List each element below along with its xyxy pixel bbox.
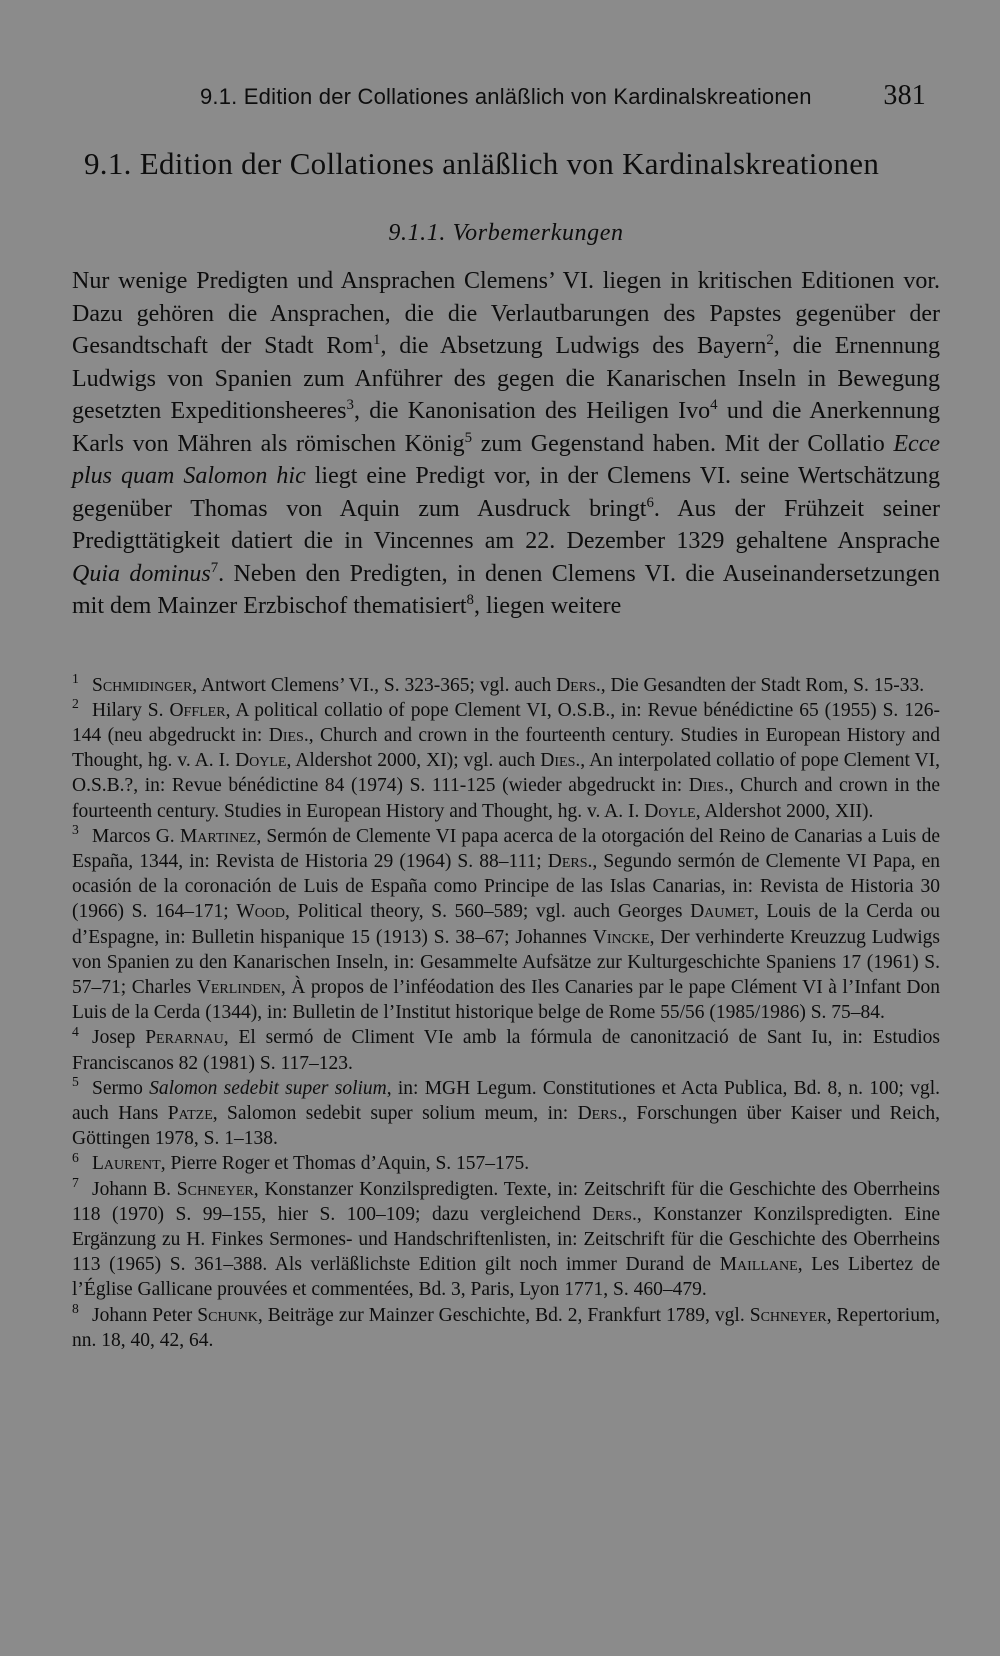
footnote-text: , Pierre Roger et Thomas d’Aquin, S. 157–175. bbox=[160, 1153, 530, 1175]
footnote-text: , El sermó de Climent VIe amb la fórmula de canonització de Sant Iu, in: Estudios Franciscanos 82 (1981) S. 117–123. bbox=[72, 1027, 940, 1074]
author-name: Schneyer bbox=[176, 1178, 254, 1200]
italic-title: Ecce plus quam Salomon hic bbox=[72, 430, 940, 489]
book-page bbox=[72, 78, 940, 1638]
author-name: Schneyer bbox=[749, 1304, 827, 1326]
author-name: Doyle bbox=[644, 800, 696, 822]
footnote-text: , Die Gesandten der Stadt Rom, S. 15-33. bbox=[600, 674, 925, 696]
footnote-text: , Church and crown in the fourteenth century. Studies in European History and Thought, hg. v. A. I. bbox=[72, 775, 940, 822]
footnote-text: , Forschungen über Kaiser und Reich, Göttingen 1978, S. 1–138. bbox=[72, 1102, 941, 1150]
footnote-ref-3[interactable]: 3 bbox=[346, 397, 354, 413]
footnote-text: , Church and crown in the fourteenth century. Studies in European History and Thought, hg. v. A. I. bbox=[72, 724, 940, 772]
body-text-run: Nur wenige Predigten und Ansprachen Clemens’ VI. liegen in kritischen Editionen vor. Dazu gehören die Ansprachen, die die Verlautbarungen des Papstes gegenüber der Gesandtschaft der Stadt Rom bbox=[72, 268, 940, 359]
author-name: Vincke bbox=[592, 926, 650, 948]
footnote-text: , Der verhinderte Kreuzzug Ludwigs von Spanien zu den Kanarischen Inseln, in: Gesammelte Aufsätze zur Kulturgeschichte Spaniens 17 (1961) S. 57–71; Charles bbox=[72, 926, 940, 998]
body-paragraph bbox=[72, 265, 940, 623]
footnote-text: Johann Peter bbox=[92, 1304, 198, 1326]
author-name: Ders. bbox=[547, 850, 593, 872]
footnote-ref-1[interactable]: 1 bbox=[373, 332, 381, 348]
author-name: Schunk bbox=[197, 1304, 258, 1326]
body-text-run: und die Anerkennung Karls von Mähren als römischen König bbox=[72, 398, 941, 457]
footnote-text: , Salomon sedebit super solium meum, in: bbox=[212, 1102, 578, 1124]
italic-title: Quia dominus bbox=[72, 560, 211, 587]
author-name: Offler bbox=[169, 699, 226, 721]
footnote-3: 3 Marcos G. Martinez, Sermón de Clemente VI papa acerca de la otorgación del Reino de Canarias a Luis de España, 1344, in: Revista de Historia 29 (1964) S. 88–111; Ders., Segundo sermón de Clemente VI Papa, en ocasión de la coronación de Luis de España como Principe de las Islas Canarias, in: Revista de Historia 30 (1966) S. 164–171; Wood, Political theory, S. 560–589; vgl. auch Georges Daumet, Louis de la Cerda ou d’Espagne, in: Bulletin hispanique 15 (1913) S. 38–67; Johannes Vincke, Der verhinderte Kreuzzug Ludwigs von Spanien zu den Kanarischen Inseln, in: Gesammelte Aufsätze zur Kulturgeschichte Spaniens 17 (1961) S. 57–71; Charles Verlinden, À propos de l’inféodation des Iles Canaries par le pape Clément VI à l’Infant Don Luis de la Cerda (1344), in: Bulletin de l’Institut historique belge de Rome 55/56 (1985/1986) S. 75–84. bbox=[72, 822, 940, 1024]
footnote-text: , Beiträge zur Mainzer Geschichte, Bd. 2, Frankfurt 1789, vgl. bbox=[257, 1304, 750, 1326]
footnote-text: , Louis de la Cerda ou d’Espagne, in: Bulletin hispanique 15 (1913) S. 38–67; Johannes bbox=[72, 901, 940, 948]
footnote-1: 1 Schmidinger, Antwort Clemens’ VI., S. 323-365; vgl. auch Ders., Die Gesandten der Stadt Rom, S. 15-33. bbox=[72, 671, 925, 696]
footnote-text: , Segundo sermón de Clemente VI Papa, en ocasión de la coronación de Luis de España como Principe de las Islas Canarias, in: Revista de Historia 30 (1966) S. 164–171; bbox=[72, 850, 940, 923]
author-name: Schmidinger bbox=[92, 674, 193, 696]
footnote-ref-6[interactable]: 6 bbox=[646, 494, 654, 511]
footnote-4: 4 Josep Perarnau, El sermó de Climent VIe amb la fórmula de canonització de Sant Iu, in: Estudios Franciscanos 82 (1981) S. 117–123. bbox=[72, 1023, 940, 1074]
footnote-text: , Political theory, S. 560–589; vgl. auch Georges bbox=[285, 901, 691, 923]
footnote-text: Josep bbox=[92, 1027, 146, 1049]
footnote-text: , Konstanzer Konzilspredigten. Eine Ergänzung zu H. Finkes Sermones- und Handschriftenlisten, in: Zeitschrift für die Geschichte des Oberrheins 113 (1965) S. 361–388. Als verläßlichste Edition gilt noch immer Durand de bbox=[72, 1203, 940, 1276]
footnote-text: , Konstanzer Konzilspredigten. Texte, in: Zeitschrift für die Geschichte des Oberrheins 118 (1970) S. 99–155, hier S. 100–109; dazu vergleichend bbox=[72, 1178, 940, 1225]
footnotes bbox=[72, 673, 940, 1353]
author-name: Dies. bbox=[268, 724, 309, 746]
body-text-run: . Neben den Predigten, in denen Clemens VI. die Auseinandersetzungen mit dem Mainzer Erzbischof thematisiert bbox=[72, 560, 941, 619]
author-name: Verlinden bbox=[196, 976, 281, 998]
footnote-text: , Sermón de Clemente VI papa acerca de la otorgación del Reino de Canarias a Luis de España, 1344, in: Revista de Historia 29 (1964) S. 88–111; bbox=[72, 825, 940, 872]
footnote-text: , Aldershot 2000, XI); vgl. auch bbox=[286, 750, 541, 772]
footnote-8: 8 Johann Peter Schunk, Beiträge zur Mainzer Geschichte, Bd. 2, Frankfurt 1789, vgl. Schneyer, Repertorium, nn. 18, 40, 42, 64. bbox=[72, 1301, 940, 1351]
chapter-title: 9.1. Edition der Collationes anläßlich von Kardinalskreationen bbox=[84, 146, 880, 181]
footnote-text: Sermo bbox=[92, 1077, 150, 1099]
author-name: Maillane bbox=[719, 1254, 798, 1276]
section-title: 9.1.1. Vorbemerkungen bbox=[388, 220, 624, 246]
author-name: Ders. bbox=[577, 1102, 623, 1124]
body-text-run: , die Absetzung Ludwigs des Bayern bbox=[380, 333, 767, 359]
footnote-ref-7[interactable]: 7 bbox=[210, 559, 219, 576]
footnote-7: 7 Johann B. Schneyer, Konstanzer Konzilspredigten. Texte, in: Zeitschrift für die Geschichte des Oberrheins 118 (1970) S. 99–155, hier S. 100–109; dazu vergleichend Ders., Konstanzer Konzilspredigten. Eine Ergänzung zu H. Finkes Sermones- und Handschriftenlisten, in: Zeitschrift für die Geschichte des Oberrheins 113 (1965) S. 361–388. Als verläßlichste Edition gilt noch immer Durand de Maillane, Les Libertez de l’Église Gallicane prouvées et commentées, Bd. 3, Paris, Lyon 1771, S. 460–479. bbox=[72, 1175, 941, 1301]
footnote-6: 6 Laurent, Pierre Roger et Thomas d’Aquin, S. 157–175. bbox=[72, 1149, 530, 1175]
footnote-text: , Antwort Clemens’ VI., S. 323-365; vgl. auch bbox=[192, 674, 557, 696]
body-text-run: , liegen weitere bbox=[473, 593, 622, 619]
author-name: Ders. bbox=[556, 674, 601, 696]
footnote-text: , in: MGH Legum. Constitutiones et Acta Publica, Bd. 8, n. 100; vgl. auch Hans bbox=[72, 1077, 941, 1124]
footnote-text: , An interpolated collatio of pope Clement VI, O.S.B.?, in: Revue bénédictine 84 (1974) S. 111-125 (wieder abgedruckt in: bbox=[72, 750, 940, 797]
footnote-2: 2 Hilary S. Offler, A political collatio of pope Clement VI, O.S.B., in: Revue bénédictine 65 (1955) S. 126-144 (neu abgedruckt in: Dies., Church and crown in the fourteenth century. Studies in European History and Thought, hg. v. A. I. Doyle, Aldershot 2000, XI); vgl. auch Dies., An interpolated collatio of pope Clement VI, O.S.B.?, in: Revue bénédictine 84 (1974) S. 111-125 (wieder abgedruckt in: Dies., Church and crown in the fourteenth century. Studies in European History and Thought, hg. v. A. I. Doyle, Aldershot 2000, XII). bbox=[72, 696, 940, 822]
running-head bbox=[72, 78, 940, 118]
author-name: Patze bbox=[167, 1102, 213, 1124]
author-name: Dies. bbox=[540, 750, 581, 772]
footnote-text: , A political collatio of pope Clement VI, O.S.B., in: Revue bénédictine 65 (1955) S. 126-144 (neu abgedruckt in: bbox=[72, 699, 940, 746]
page-number: 381 bbox=[883, 80, 926, 111]
author-name: Perarnau bbox=[145, 1027, 224, 1049]
body-text-run: zum Gegenstand haben. Mit der Collatio bbox=[472, 430, 894, 457]
footnote-text: Marcos G. bbox=[92, 825, 180, 847]
footnote-ref-4[interactable]: 4 bbox=[710, 397, 718, 413]
italic-title: Salomon sedebit super solium bbox=[149, 1077, 387, 1099]
footnote-ref-2[interactable]: 2 bbox=[766, 332, 774, 348]
author-name: Wood bbox=[236, 901, 286, 923]
footnote-text: , Aldershot 2000, XII). bbox=[695, 800, 874, 822]
footnote-text: , Repertorium, nn. 18, 40, 42, 64. bbox=[72, 1304, 940, 1351]
footnote-text: , À propos de l’inféodation des Iles Canaries par le pape Clément VI à l’Infant Don Luis de la Cerda (1344), in: Bulletin de l’Institut historique belge de Rome 55/56 (1985/1986) S. 75–84. bbox=[72, 976, 940, 1024]
body-text-run: liegt eine Predigt vor, in der Clemens VI. seine Wertschätzung gegenüber Thomas von Aquin zum Ausdruck bringt bbox=[72, 463, 940, 522]
author-name: Doyle bbox=[235, 750, 287, 772]
body-text-run: , die Kanonisation des Heiligen Ivo bbox=[353, 398, 711, 424]
footnote-ref-5[interactable]: 5 bbox=[464, 429, 473, 446]
footnote-text: , Les Libertez de l’Église Gallicane prouvées et commentées, Bd. 3, Paris, Lyon 1771, S. 460–479. bbox=[72, 1254, 941, 1301]
footnote-text: Hilary S. bbox=[92, 699, 170, 721]
running-head-title: 9.1. Edition der Collationes anläßlich von Kardinalskreationen bbox=[200, 84, 812, 109]
author-name: Martinez bbox=[179, 825, 257, 847]
footnote-text: Johann B. bbox=[92, 1178, 177, 1200]
footnote-ref-8[interactable]: 8 bbox=[466, 592, 474, 608]
footnote-5: 5 Sermo Salomon sedebit super solium, in: MGH Legum. Constitutiones et Acta Publica, Bd. 8, n. 100; vgl. auch Hans Patze, Salomon sedebit super solium meum, in: Ders., Forschungen über Kaiser und Reich, Göttingen 1978, S. 1–138. bbox=[72, 1074, 941, 1150]
author-name: Daumet bbox=[690, 901, 754, 923]
author-name: Laurent bbox=[92, 1153, 161, 1175]
author-name: Ders. bbox=[592, 1203, 637, 1225]
body-text-run: . Aus der Frühzeit seiner Predigttätigkeit datiert die in Vincennes am 22. Dezember 1329 gehaltene Ansprache bbox=[72, 495, 941, 554]
author-name: Dies. bbox=[688, 775, 729, 797]
body-text-run: , die Ernennung Ludwigs von Spanien zum Anführer des gegen die Kanarischen Inseln in Bewegung gesetzten Expeditionsheeres bbox=[72, 333, 941, 424]
